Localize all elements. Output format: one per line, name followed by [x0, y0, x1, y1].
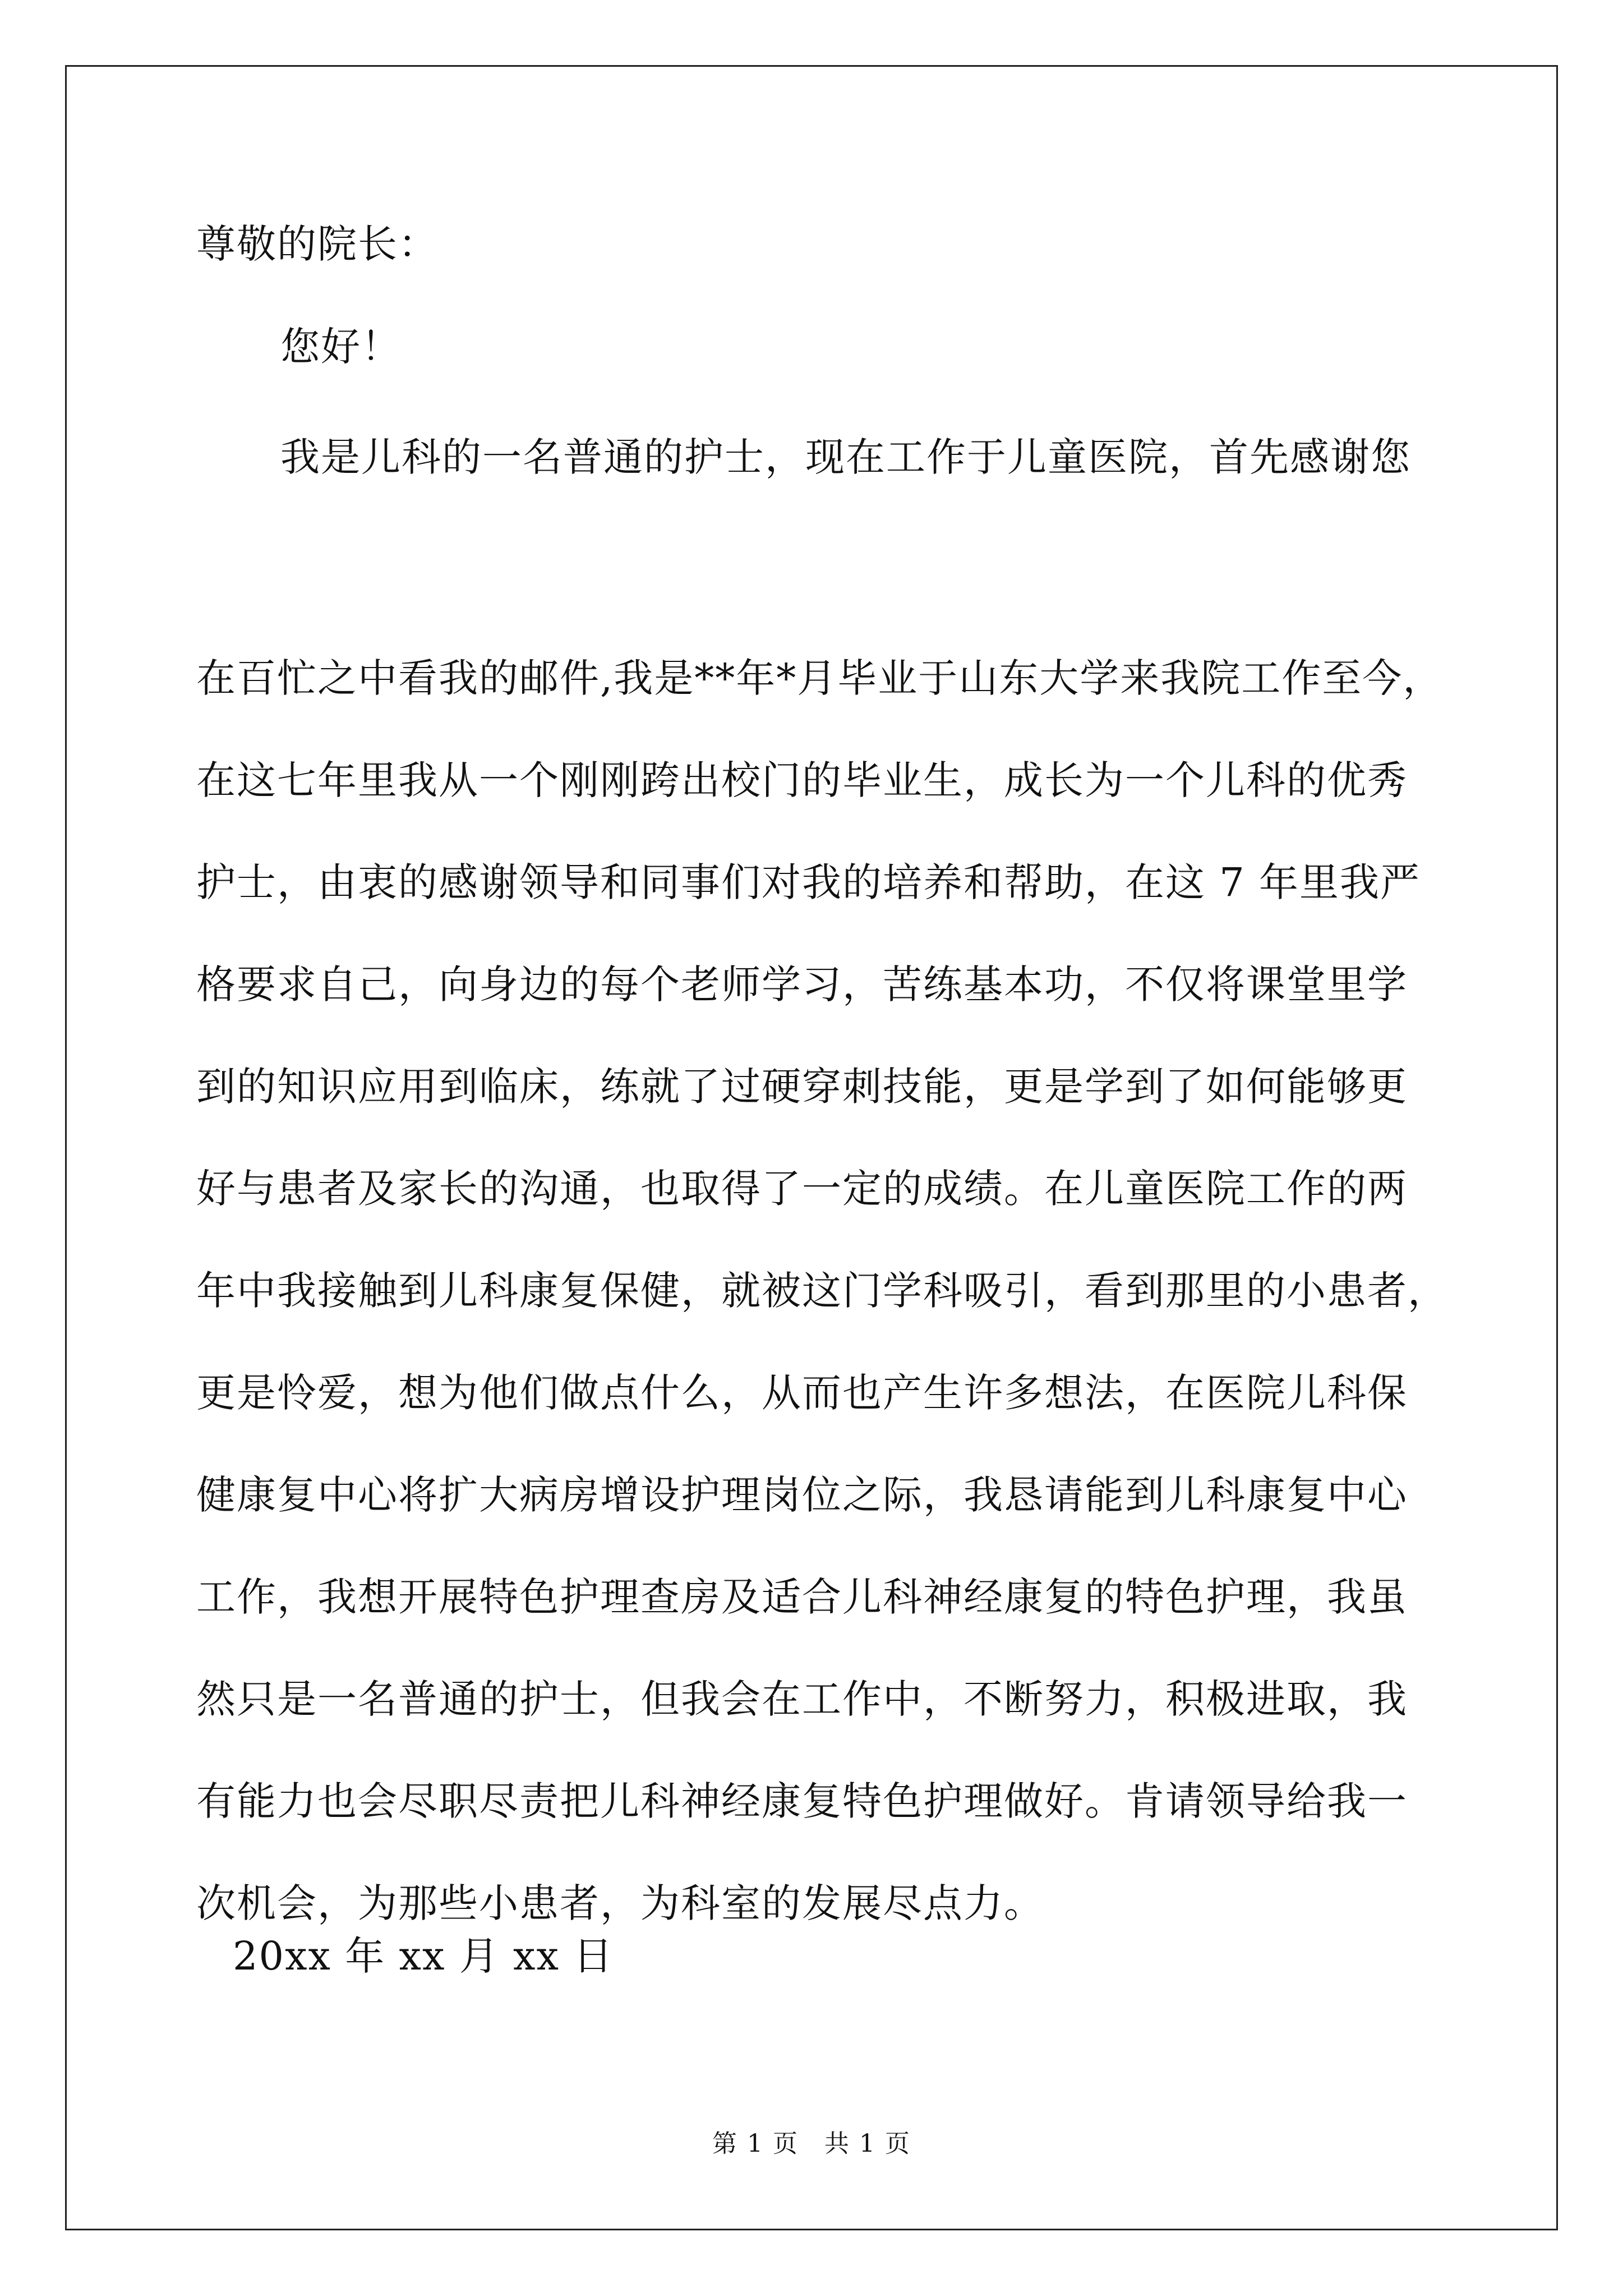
- letter-greeting: 您好！: [280, 324, 402, 370]
- body-line: 格要求自己，向身边的每个老师学习，苦练基本功，不仅将课堂里学: [196, 961, 1408, 1007]
- letter-salutation: 尊敬的院长：: [196, 221, 439, 267]
- body-line: 工作，我想开展特色护理查房及适合儿科神经康复的特色护理，我虽: [196, 1574, 1408, 1620]
- body-line: 更是怜爱，想为他们做点什么，从而也产生许多想法，在医院儿科保: [196, 1370, 1408, 1416]
- letter-date: 20xx 年 xx 月 xx 日: [233, 1933, 614, 1979]
- page-footer: 第 1 页 共 1 页: [712, 2129, 911, 2158]
- body-line: 在百忙之中看我的邮件,我是**年*月毕业于山东大学来我院工作至今，: [196, 655, 1444, 701]
- body-line: 到的知识应用到临床，练就了过硬穿刺技能，更是学到了如何能够更: [196, 1064, 1408, 1110]
- body-line: 年中我接触到儿科康复保健，就被这门学科吸引，看到那里的小患者，: [196, 1268, 1448, 1314]
- body-line: 健康复中心将扩大病房增设护理岗位之际，我恳请能到儿科康复中心: [196, 1472, 1408, 1518]
- body-line: 然只是一名普通的护士，但我会在工作中，不断努力，积极进取，我: [196, 1676, 1408, 1722]
- body-line: 次机会，为那些小患者，为科室的发展尽点力。: [196, 1880, 1044, 1926]
- body-line: 我是儿科的一名普通的护士，现在工作于儿童医院，首先感谢您: [280, 434, 1411, 480]
- body-line: 有能力也会尽职尽责把儿科神经康复特色护理做好。肯请领导给我一: [196, 1778, 1408, 1824]
- body-line: 在这七年里我从一个刚刚跨出校门的毕业生，成长为一个儿科的优秀: [196, 757, 1408, 803]
- body-line: 好与患者及家长的沟通，也取得了一定的成绩。在儿童医院工作的两: [196, 1166, 1408, 1212]
- body-line: 护士，由衷的感谢领导和同事们对我的培养和帮助，在这 7 年里我严: [196, 859, 1421, 905]
